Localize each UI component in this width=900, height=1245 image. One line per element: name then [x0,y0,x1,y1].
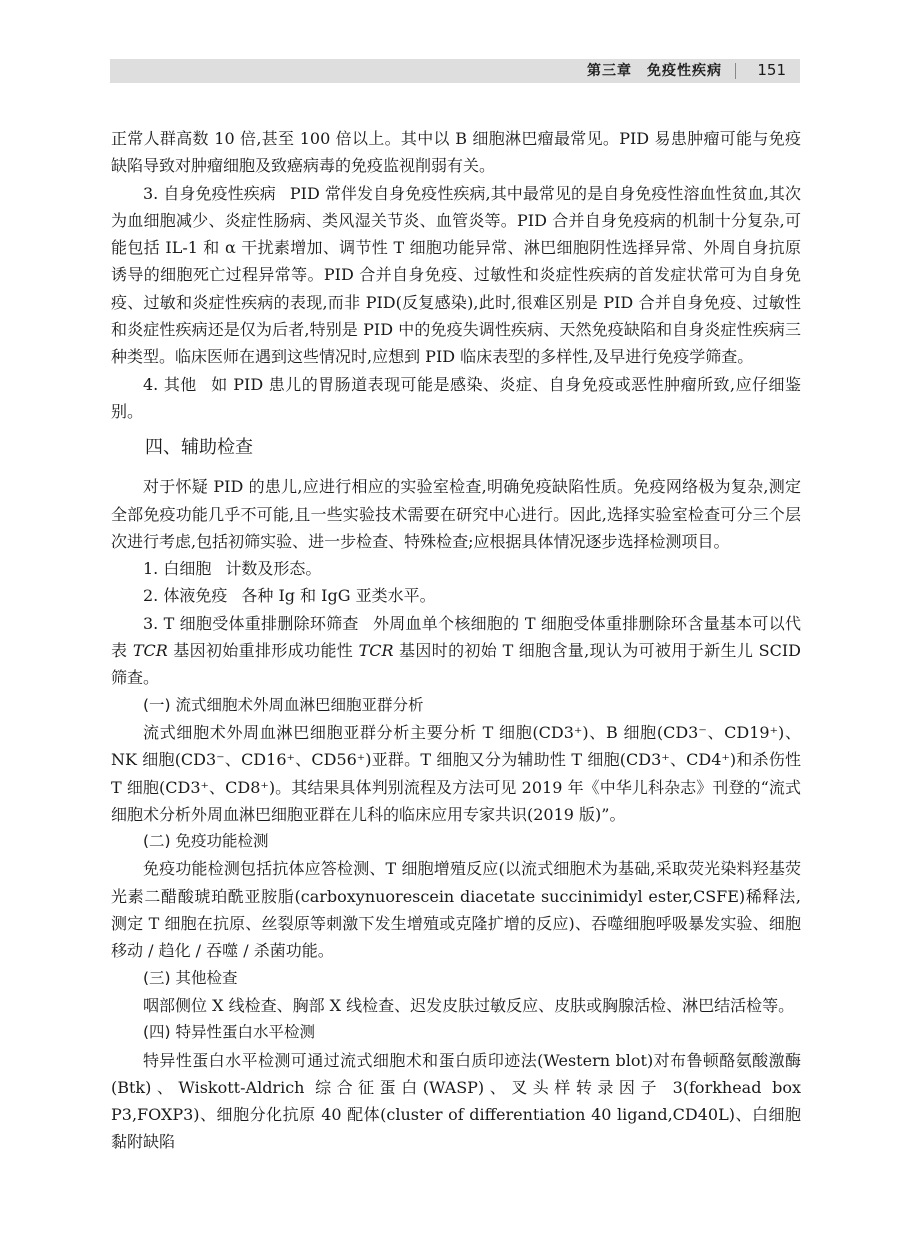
subheading-specific-protein: (四) 特异性蛋白水平检测 [143,1023,316,1042]
section-heading: 四、辅助检查 [145,437,253,459]
paragraph-intro: 对于怀疑 PID 的患儿,应进行相应的实验室检查,明确免疫缺陷性质。免疫网络极为复杂,测定全部免疫功能几乎不可能,且一些实验技术需要在研究中心进行。因此,选择实验室检查可分三个层次进行考虑,包括初筛实验、进一步检查、特殊检查;应根据具体情况逐步选择检测项目。 [111,477,801,551]
page-number: 151 [757,61,786,79]
item-trec-text-c: 基因时的初始 T 细胞含量,现认为可被用于新生儿 SCID 筛查。 [111,641,801,688]
header-divider [735,63,736,79]
item-humoral-text: 各种 Ig 和 IgG 亚类水平。 [241,586,436,606]
item-trec-gene-2: TCR [358,641,394,661]
item-autoimmune-text: PID 常伴发自身免疫性疾病,其中最常见的是自身免疫性溶血性贫血,其次为血细胞减少、炎症性肠病、类风湿关节炎、血管炎等。PID 合并自身免疫病的机制十分复杂,可能包括 IL-1 和 α 干扰素增加、调节性 T 细胞功能异常、淋巴细胞阴性选择异常、外周自身抗原诱导的细胞死亡过程异常等。PID 合并自身免疫、过敏性和炎症性疾病的首发症状常可为自身免疫、过敏和炎症性疾病的表现,而非 PID(反复感染),此时,很难区别是 PID 合并自身免疫、过敏性和炎症性疾病还是仅为后者,特别是 PID 中的免疫失调性疾病、天然免疫缺陷和自身炎症性疾病三种类型。临床医师在遇到这些情况时,应想到 PID 临床表型的多样性,及早进行免疫学筛查。 [111,183,801,367]
item-other-label: 4. 其他 [143,374,197,394]
running-header [110,59,800,83]
item-trec-text-b: 基因初始重排形成功能性 [167,641,359,661]
paragraph-flow-cytometry: 流式细胞术外周血淋巴细胞亚群分析主要分析 T 细胞(CD3⁺)、B 细胞(CD3⁻、CD19⁺)、NK 细胞(CD3⁻、CD16⁺、CD56⁺)亚群。T 细胞又分为辅助性 T 细胞(CD3⁺、CD4⁺)和杀伤性 T 细胞(CD3⁺、CD8⁺)。其结果具体判别流程及方法可见 2019 年《中华儿科杂志》刊登的“流式细胞术分析外周血淋巴细胞亚群在儿科的临床应用专家共识(2019 版)”。 [111,722,801,824]
paragraph-other-tests: 咽部侧位 X 线检查、胸部 X 线检查、迟发皮肤过敏反应、皮肤或胸腺活检、淋巴结活检等。 [143,995,795,1015]
paragraph-specific-protein: 特异性蛋白水平检测可通过流式细胞术和蛋白质印迹法(Western blot)对布鲁顿酪氨酸激酶(Btk)、Wiskott-Aldrich 综合征蛋白(WASP)、叉头样转录因子 3(forkhead box P3,FOXP3)、细胞分化抗原 40 配体(cluster of differentiation 40 ligand,CD40L)、白细胞黏附缺陷 [111,1050,801,1152]
item-autoimmune-label: 3. 自身免疫性疾病 [143,183,276,203]
paragraph-immune-function: 免疫功能检测包括抗体应答检测、T 细胞增殖反应(以流式细胞术为基础,采取荧光染料羟基荧光素二醋酸琥珀酰亚胺脂(carboxynuorescein diacetate succinimidyl ester,CSFE)稀释法,测定 T 细胞在抗原、丝裂原等刺激下发生增殖或克隆扩增的反应)、吞噬细胞呼吸暴发实验、细胞移动 / 趋化 / 吞噬 / 杀菌功能。 [111,859,801,961]
subheading-other-tests: (三) 其他检查 [143,968,238,987]
item-trec-text-a: 外周血单个核细胞的 T 细胞受体重排删除环含量基本可以代表 [111,613,801,661]
item-humoral [111,582,801,609]
subheading-immune-function: (二) 免疫功能检测 [143,832,269,851]
item-humoral-label: 2. 体液免疫 [143,586,228,606]
subheading-flow-cytometry: (一) 流式细胞术外周血淋巴细胞亚群分析 [143,695,424,714]
item-leukocyte-label: 1. 白细胞 [143,559,212,579]
item-autoimmune [111,180,801,371]
item-other [111,371,801,426]
item-trec-label: 3. T 细胞受体重排删除环筛查 [143,613,359,633]
chapter-title: 第三章 免疫性疾病 [587,63,722,79]
item-other-text: 如 PID 患儿的胃肠道表现可能是感染、炎症、自身免疫或恶性肿瘤所致,应仔细鉴别。 [111,374,801,421]
item-trec [111,610,801,692]
paragraph-continuation: 正常人群高数 10 倍,甚至 100 倍以上。其中以 B 细胞淋巴瘤最常见。PID 易患肿瘤可能与免疫缺陷导致对肿瘤细胞及致癌病毒的免疫监视削弱有关。 [111,129,801,176]
page-body [111,125,801,1156]
item-leukocyte-text: 计数及形态。 [225,559,322,579]
item-trec-gene-1: TCR [132,641,168,661]
item-leukocyte [111,555,801,582]
